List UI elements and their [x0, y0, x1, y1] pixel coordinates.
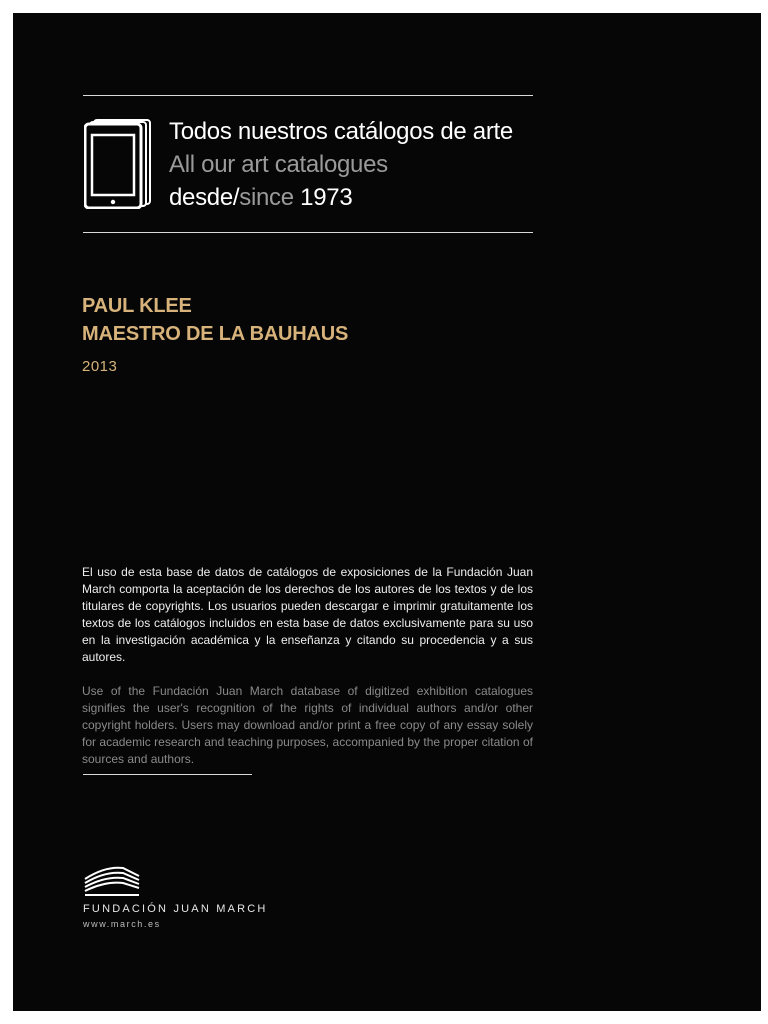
website-link[interactable]: www.march.es [83, 919, 161, 929]
header-bottom-divider [83, 232, 533, 233]
tablet-icon [84, 119, 152, 209]
since-spanish: desde/ [169, 184, 240, 211]
building-logo-icon [83, 866, 141, 896]
header-line-spanish: Todos nuestros catálogos de arte [169, 118, 513, 145]
header-text [169, 115, 513, 214]
notice-english: Use of the Fundación Juan March database of digitized exhibition catalogues signifies the user's recognition of the rights of individual authors and/or other copyright holders. Users may download and/or print a free copy of any essay solely for academic research and teaching purposes, accompanied by the proper citation of sources and authors. [82, 684, 533, 766]
since-year: 1973 [300, 184, 353, 211]
catalogue-title-line2: MAESTRO DE LA BAUHAUS [82, 323, 349, 345]
top-divider [83, 95, 533, 96]
foundation-name: FUNDACIÓN JUAN MARCH [83, 903, 268, 915]
header-line-since [169, 181, 513, 214]
since-english: since [239, 184, 294, 211]
catalogue-year: 2013 [82, 358, 118, 375]
catalogue-title [82, 292, 348, 348]
header-line-english: All our art catalogues [169, 151, 388, 178]
notice-spanish: El uso de esta base de datos de catálogos de exposiciones de la Fundación Juan March comporta la aceptación de los derechos de los autores de los textos y de los titulares de copyrights. Los usuarios pueden descargar e imprimir gratuitamente los textos de los catálogos incluidos en esta base de datos exclusivamente para su uso en la investigación académica y la enseñanza y citando su procedencia y a sus autores. [82, 565, 533, 664]
catalogue-title-line1: PAUL KLEE [82, 295, 192, 317]
cover-page [13, 13, 761, 1011]
notice-divider [83, 774, 252, 775]
